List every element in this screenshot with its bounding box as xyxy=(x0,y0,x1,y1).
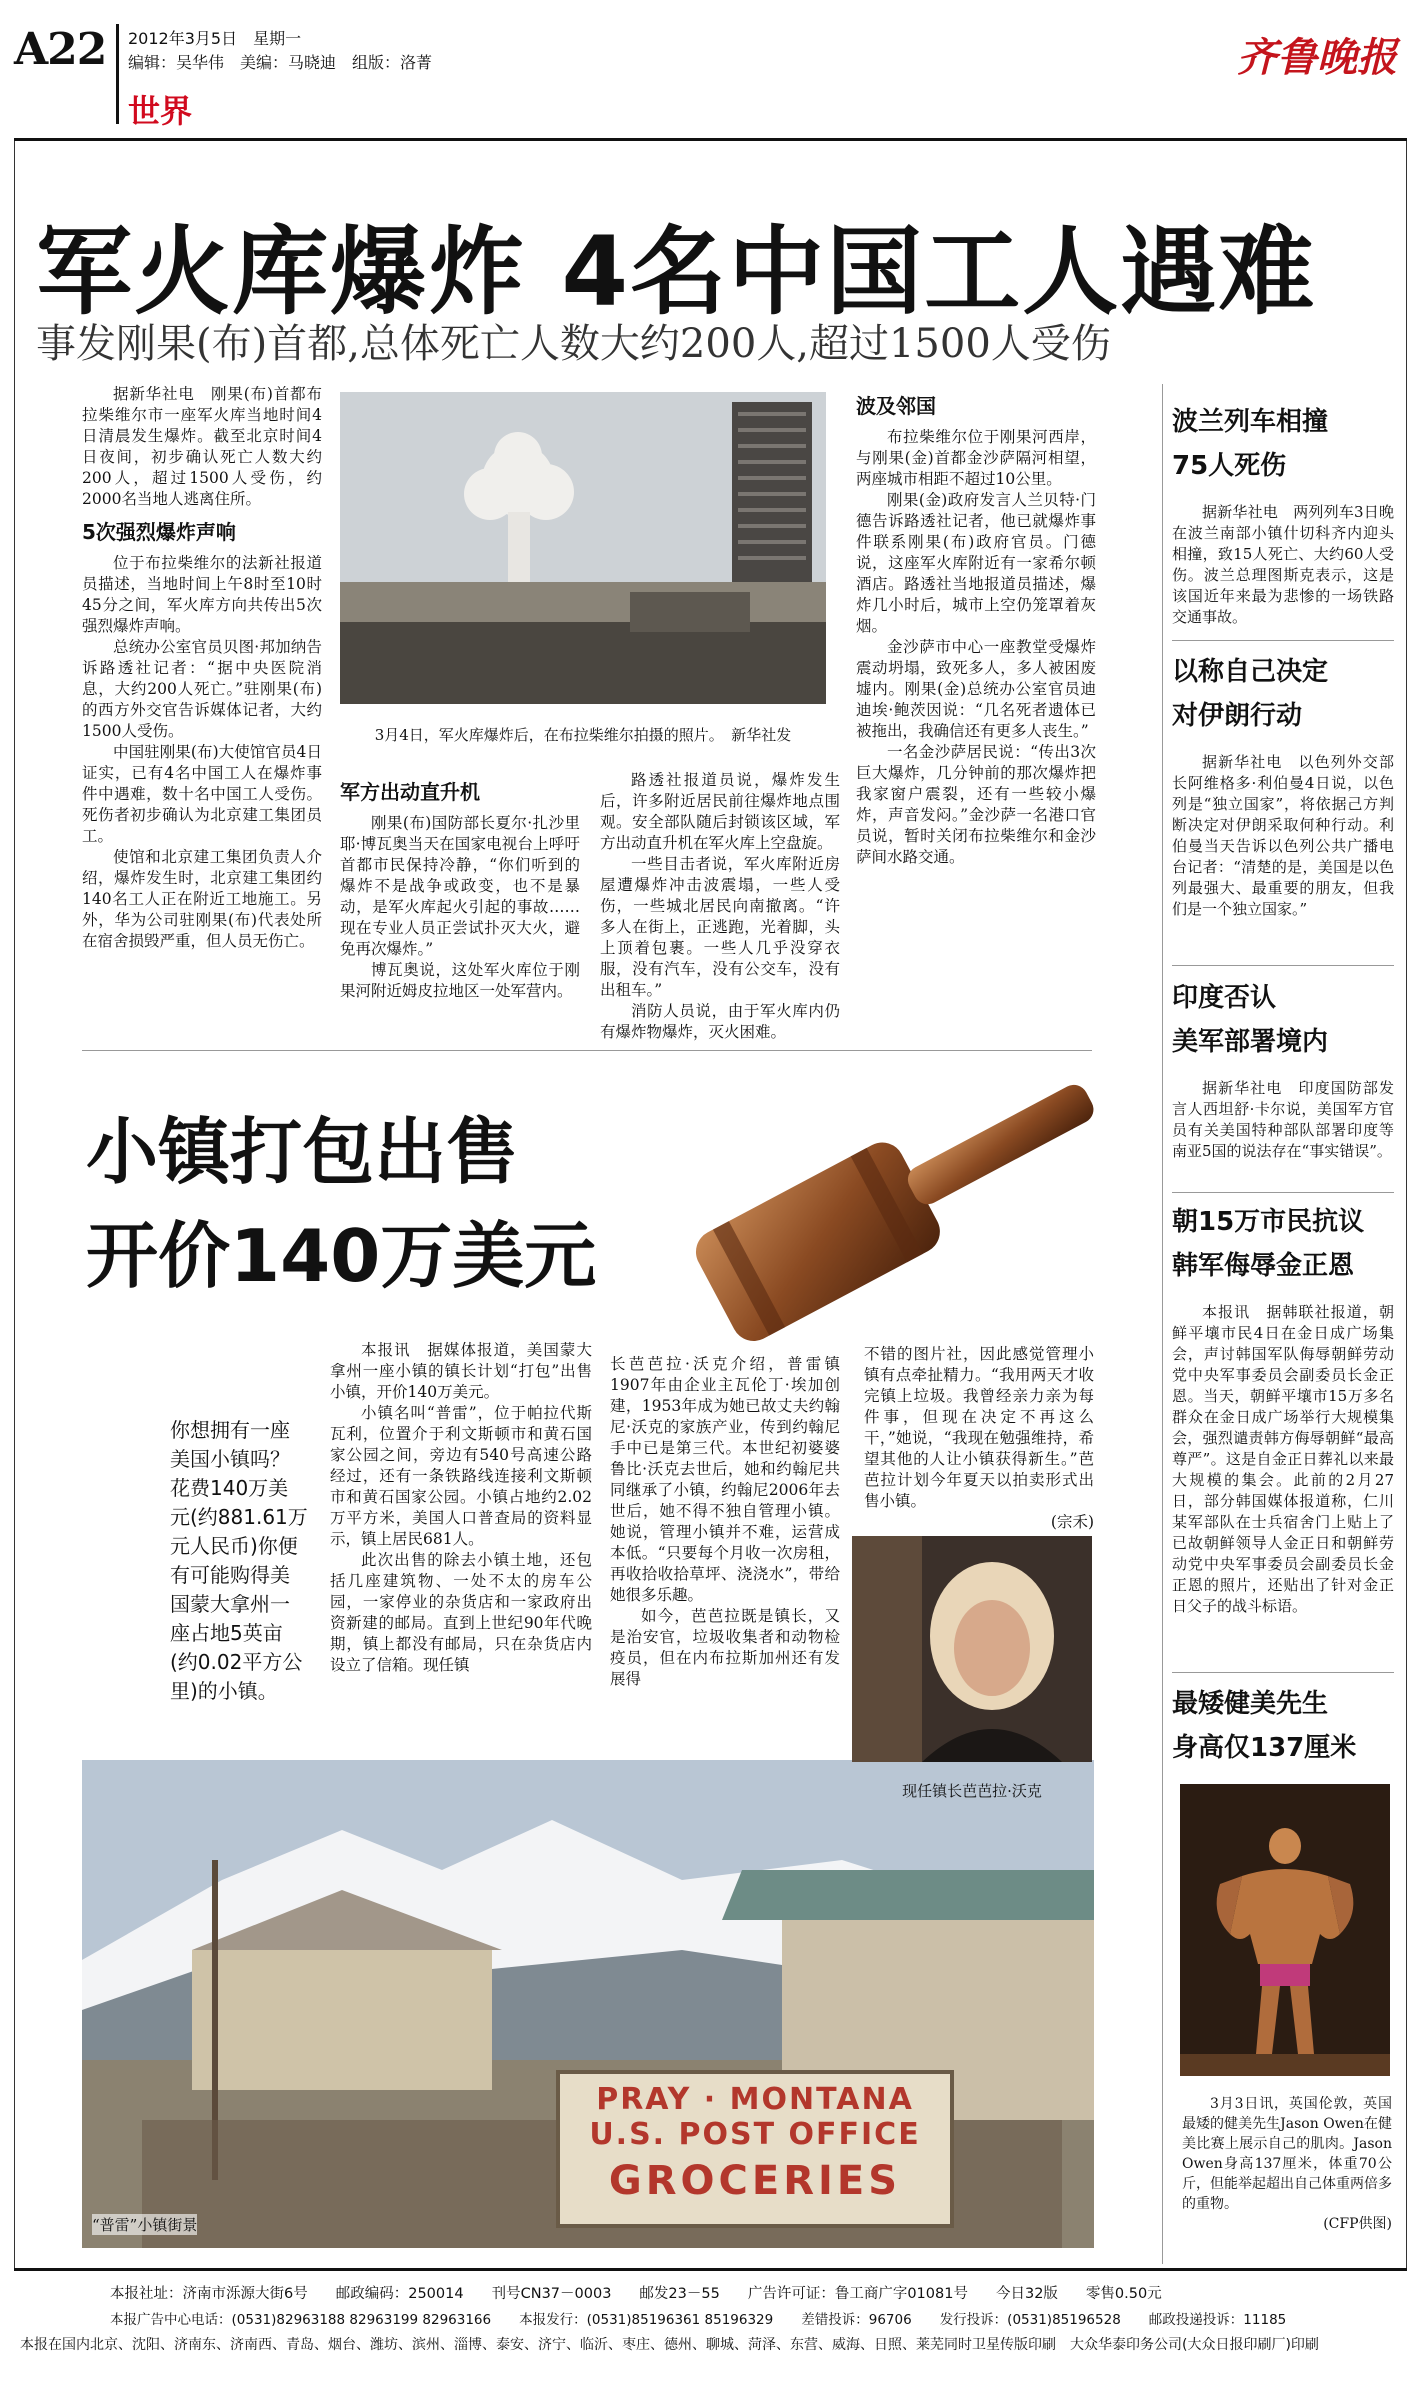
explosion-photo-caption: 3月4日，军火库爆炸后，在布拉柴维尔拍摄的照片。 新华社发 xyxy=(374,726,792,744)
paragraph: 金沙萨市中心一座教堂受爆炸震动坍塌，致死多人，多人被困废墟内。刚果(金)总统办公室官员迪迪埃·鲍茨因说：“几名死者遗体已被拖出，我确信还有更多人丧生。” xyxy=(856,638,1096,740)
sidebar-body: 本报讯 据韩联社报道，朝鲜平壤市民4日在金日成广场集会，声讨韩国军队侮辱朝鲜劳动党中央军事委员会副委员长金正恩。当天，朝鲜平壤市15万多名群众在金日成广场举行大规模集会，强烈谴责韩方侮辱朝鲜“最高尊严”。这是自金正日葬礼以来最大规模的集会。此前的2月27日，部分韩国媒体报道称，仁川某军部队在士兵宿舍门上贴上了已故朝鲜领导人金正日和朝鲜劳动党中央军事委员会副委员长金正恩的照片，还贴出了针对金正日父子的战斗标语。 xyxy=(1172,1303,1394,1615)
paragraph: 位于布拉柴维尔的法新社报道员描述，当地时间上午8时至10时45分之间，军火库方向共传出5次强烈爆炸声响。 xyxy=(82,554,322,635)
town-sale-lead: 你想拥有一座美国小镇吗？花费140万美元(约881.61万元人民币)你便有可能购得美国蒙大拿州一座占地5英亩(约0.02平方公里)的小镇。 xyxy=(170,1418,308,1703)
town-sale-col-2: 长芭芭拉·沃克介绍，普雷镇1907年由企业主瓦伦丁·埃加创建，1953年成为她已故丈夫约翰尼·沃克的家族产业，传到约翰尼手中已是第三代。本世纪初婆婆鲁比·沃克去世后，她和约翰尼共同继承了小镇，约翰尼2006年去世后，她不得不独自管理小镇。她说，管理小镇并不难，运营成本低。“只要每个月收一次房租，再收拾收拾草坪、浇浇水”，带给她很多乐趣。 如今，芭芭拉既是镇长，又是治安官，垃圾收集者和动物检疫员，但在内布拉斯加州还有发展得 xyxy=(610,1355,840,1688)
town-sale-col-3: 不错的图片社，因此感觉管理小镇有点牵扯精力。“我用两天才收完镇上垃圾。我曾经亲力亲为每件事，但现在决定不再这么干，”她说，“我现在勉强维持，希望其他的人让小镇获得新生。”芭芭拉计划今年夏天以拍卖形式出售小镇。 (宗禾) xyxy=(864,1345,1094,1531)
paragraph: 一名金沙萨居民说：“传出3次巨大爆炸，几分钟前的那次爆炸把我家窗户震裂，还有一些较小爆炸，声音发闷。”金沙萨一名港口官员说，暂时关闭布拉柴维尔和金沙萨间水路交通。 xyxy=(856,743,1096,866)
sidebar-rule xyxy=(1172,1192,1394,1193)
paragraph: 刚果(金)政府发言人兰贝特·门德告诉路透社记者，他已就爆炸事件联系刚果(布)政府官员。门德说，这座军火库附近有一家希尔顿酒店。路透社当地报道员描述，爆炸几小时后，城市上空仍笼罩着灰烟。 xyxy=(856,491,1096,635)
sidebar-story-korea xyxy=(1172,1200,1394,1617)
page-number: A22 xyxy=(14,24,107,75)
sidebar-rule xyxy=(1172,640,1394,641)
paragraph: 使馆和北京建工集团负责人介绍，爆炸发生时，北京建工集团约140名工人正在附近工地施工。另外，华为公司驻刚果(布)代表处所在宿舍损毁严重，但人员无伤亡。 xyxy=(82,848,322,950)
paragraph: 据新华社电 刚果(布)首都布拉柴维尔市一座军火库当地时间4日清晨发生爆炸。截至北京时间4日夜间，初步确认死亡人数大约200人，超过1500人受伤，约2000名当地人逃离住所。 xyxy=(82,385,322,508)
town-sale-headline: 小镇打包出售 开价140万美元 xyxy=(86,1110,597,1298)
main-col-3 xyxy=(600,770,840,1043)
sidebar-body: 据新华社电 以色列外交部长阿维格多·利伯曼4日说，以色列是“独立国家”，将依据己方判断决定对伊朗采取何种行动。利伯曼当天告诉以色列公共广播电台记者：“清楚的是，美国是以色列最强大、最重要的朋友，但我们是一个独立国家。” xyxy=(1172,753,1394,918)
paragraph: 刚果(布)国防部长夏尔·扎沙里耶·博瓦奥当天在国家电视台上呼吁首都市民保持冷静，“你们听到的爆炸不是战争或政变，也不是暴动，是军火库起火引起的事故……现在专业人员正尝试扑灭大火，避免再次爆炸。” xyxy=(340,814,580,958)
main-col-1 xyxy=(82,384,322,952)
frame-left xyxy=(14,141,15,2268)
bodybuilder-photo xyxy=(1180,1784,1390,2076)
main-col-4 xyxy=(856,384,1096,868)
main-headline: 军火库爆炸 4名中国工人遇难 xyxy=(36,216,1317,328)
paragraph: 消防人员说，由于军火库内仍有爆炸物爆炸，灭火困难。 xyxy=(600,1002,840,1041)
sidebar-body: 据新华社电 印度国防部发言人西坦舒·卡尔说，美国军方官员有关美国特种部队部署印度等南亚5国的说法存在“事实错误”。 xyxy=(1172,1079,1394,1160)
sidebar-title: 以称自己决定 对伊朗行动 xyxy=(1172,657,1329,731)
paragraph: 路透社报道员说，爆炸发生后，许多附近居民前往爆炸地点围观。安全部队随后封锁该区域，军方出动直升机在军火库上空盘旋。 xyxy=(600,771,840,852)
paragraph: 一些目击者说，军火库附近房屋遭爆炸冲击波震塌，一些人受伤，一些城北居民向南撤离。“许多人在街上，正逃跑，光着脚，头上顶着包裹。一些人几乎没穿衣服，没有汽车，没有公交车，没有出租车。” xyxy=(600,855,840,999)
subheading: 5次强烈爆炸声响 xyxy=(82,520,236,544)
explosion-photo xyxy=(340,392,826,704)
footer-line-3: 本报在国内北京、沈阳、济南东、济南西、青岛、烟台、潍坊、滨州、淄博、泰安、济宁、临沂、枣庄、德州、聊城、菏泽、东营、威海、日照、莱芜同时卫星传版印刷 大众华泰印务公司(大众日报印刷厂)印刷 xyxy=(20,2337,1319,2353)
paragraph: 布拉柴维尔位于刚果河西岸，与刚果(金)首都金沙萨隔河相望，两座城市相距不超过10公里。 xyxy=(856,428,1096,488)
paragraph: 博瓦奥说，这处军火库位于刚果河附近姆皮拉地区一处军营内。 xyxy=(340,961,580,1000)
sidebar-title: 最矮健美先生 身高仅137厘米 xyxy=(1172,1689,1357,1763)
sidebar-story-poland xyxy=(1172,400,1394,628)
sidebar-story-israel xyxy=(1172,650,1394,920)
main-subhead: 事发刚果(布)首都,总体死亡人数大约200人,超过1500人受伤 xyxy=(36,321,1111,367)
subheading: 军方出动直升机 xyxy=(340,780,480,804)
sidebar-title: 印度否认 美军部署境内 xyxy=(1172,983,1329,1057)
paragraph: 总统办公室官员贝图·邦加纳告诉路透社记者：“据中央医院消息，大约200人死亡。”驻刚果(布)的西方外交官告诉媒体记者，大约1500人受伤。 xyxy=(82,638,322,740)
footer-line-2: 本报广告中心电话：(0531)82963188 82963199 82963166 本报发行：(0531)85196361 85196329 差错投诉：96706 发行投诉：(0531)85196528 邮政投递投诉：11185 xyxy=(110,2312,1287,2328)
sidebar-rule xyxy=(1172,1672,1394,1673)
top-rule xyxy=(14,138,1407,141)
bodybuilder-caption: 3月3日讯，英国伦敦，英国最矮的健美先生Jason Owen在健美比赛上展示自己的肌肉。Jason Owen身高137厘米，体重70公斤，但能举起超出自己体重两倍多的重物。 (CFP供图) xyxy=(1182,2096,1392,2232)
town-sale-col-1: 本报讯 据媒体报道，美国蒙大拿州一座小镇的镇长计划“打包”出售小镇，开价140万美元。 小镇名叫“普雷”，位于帕拉代斯瓦利，位置介于利文斯顿市和黄石国家公园之间，旁边有540号高速公路经过，还有一条铁路线连接利文斯顿市和黄石国家公园。小镇占地约2.02万平方米，美国人口普查局的资料显示，镇上居民681人。 此次出售的除去小镇土地，还包括几座建筑物、一处不太的房车公园，一家停业的杂货店和一家政府出资新建的邮局。直到上世纪90年代晚期，镇上都没有邮局，只在杂货店内设立了信箱。现任镇 xyxy=(330,1341,592,1674)
gavel-icon xyxy=(640,1060,1100,1380)
sidebar-story-india xyxy=(1172,976,1394,1162)
frame-right xyxy=(1406,141,1407,2268)
newspaper-masthead: 齐鲁晚报 xyxy=(1237,34,1397,81)
sidebar-body: 据新华社电 两列列车3日晚在波兰南部小镇什切科齐内迎头相撞，致15人死亡、大约60人受伤。波兰总理图斯克表示，这是该国近年来最为悲惨的一场铁路交通事故。 xyxy=(1172,503,1394,626)
sidebar-story-bodybuilder xyxy=(1172,1682,1394,1770)
sidebar-rule xyxy=(1172,965,1394,966)
post-office-sign: PRAY · MONTANA U.S. POST OFFICE GROCERIES xyxy=(556,2070,954,2228)
editor-line: 编辑：吴华伟 美编：马晓迪 组版：洛菁 xyxy=(128,53,433,72)
sidebar-title: 波兰列车相撞 75人死伤 xyxy=(1172,407,1329,481)
date-line: 2012年3月5日 星期一 xyxy=(128,29,302,48)
footer-line-1: 本报社址：济南市泺源大街6号 邮政编码：250014 刊号CN37－0003 邮发23－55 广告许可证：鲁工商广字01081号 今日32版 零售0.50元 xyxy=(110,2286,1162,2302)
subheading: 波及邻国 xyxy=(856,394,936,418)
mayor-photo-caption: 现任镇长芭芭拉·沃克 xyxy=(902,1782,1042,1800)
header-divider xyxy=(116,24,119,124)
town-street-caption: “普雷”小镇街景 xyxy=(92,2216,198,2234)
sidebar-title: 朝15万市民抗议 韩军侮辱金正恩 xyxy=(1172,1207,1365,1281)
paragraph: 中国驻刚果(布)大使馆官员4日证实，已有4名中国工人在爆炸事件中遇难，数十名中国工人受伤。死伤者初步确认为北京建工集团员工。 xyxy=(82,743,322,845)
story-divider xyxy=(82,1050,1092,1051)
bottom-rule xyxy=(14,2268,1407,2271)
main-col-2 xyxy=(340,770,580,1002)
sidebar-divider xyxy=(1162,384,1163,2264)
mayor-photo xyxy=(852,1536,1092,1762)
section-title: 世界 xyxy=(128,92,193,130)
